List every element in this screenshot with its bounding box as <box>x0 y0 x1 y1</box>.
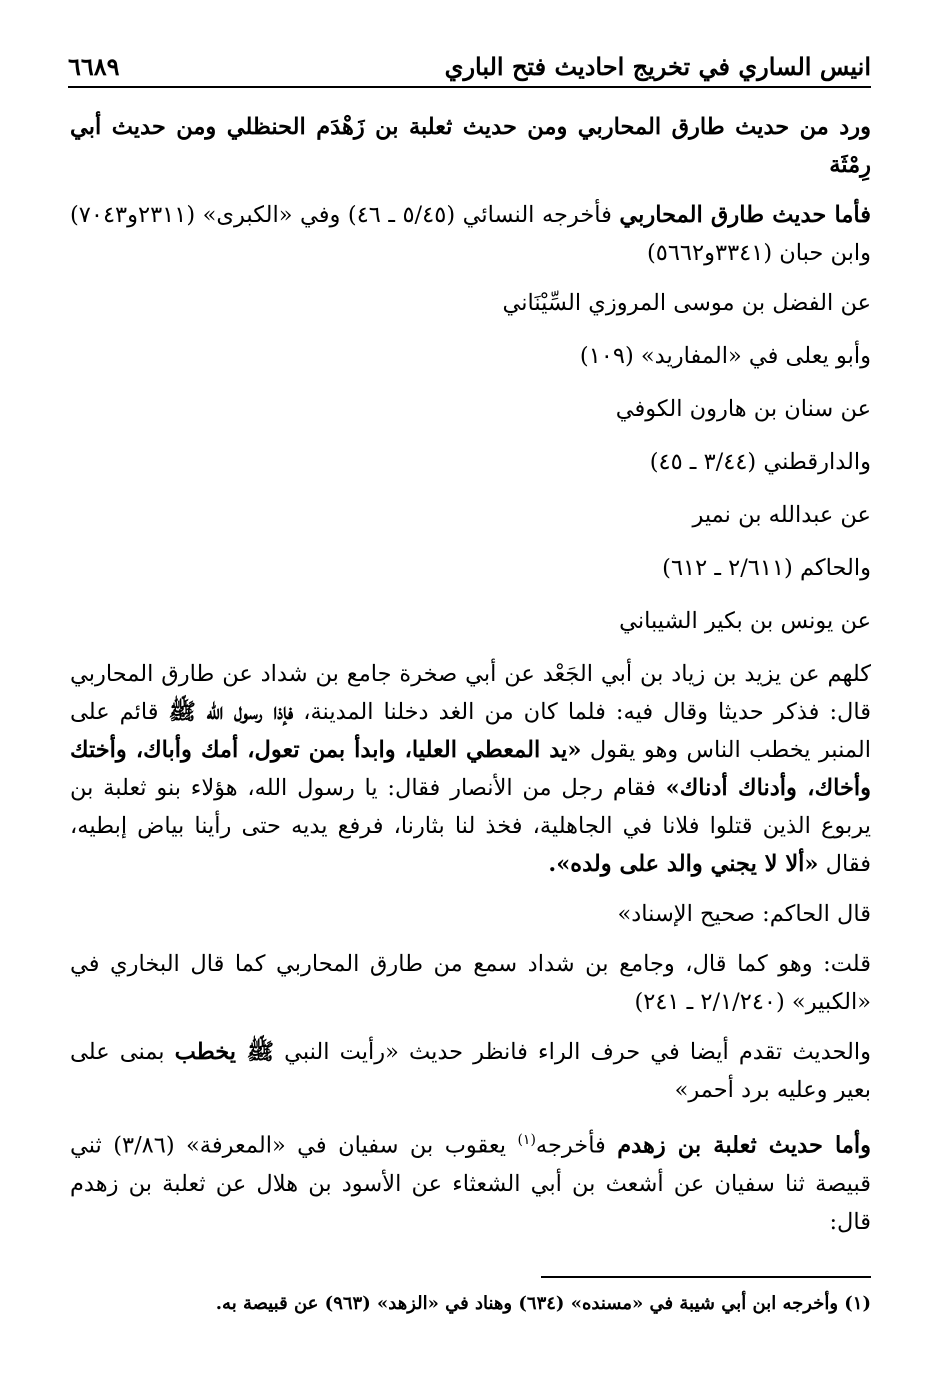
hadith-text-e: فقام رجل من الأنصار فقال: يا رسول الله، هؤلاء بنو ثعلبة بن يربوع الذين قتلوا فلانا في الجاهلية، فخذ لنا بثارنا، فرفع يديه حتى رأينا بياض إبطيه، فقال <box>70 775 871 877</box>
book-title: انيس الساري في تخريج احاديث فتح الباري <box>444 51 871 81</box>
author-comment: قلت: وهو كما قال، وجامع بن شداد سمع من طارق المحاربي كما قال البخاري في «الكبير» (٢/١/٢٤٠ ـ ٢٤١) <box>70 951 871 1015</box>
thaalaba-text: فأخرجه <box>535 1132 618 1159</box>
chain-line: عن سنان بن هارون الكوفي <box>615 396 871 422</box>
hadith-text-paragraph <box>70 655 871 883</box>
cross-reference-b: ﷺ يخطب <box>174 1039 274 1065</box>
hakim-grading: قال الحاكم: صحيح الإسناد» <box>617 901 871 927</box>
tariq-heading: فأما حديث طارق المحاربي <box>619 202 871 228</box>
hadith-quote: «يد المعطي العليا، وابدأ بمن تعول، أمك وأباك، وأختك وأخاك، وأدناك أدناك» <box>70 737 871 801</box>
chain-line: عن الفضل بن موسى المروزي السِّيْنَاني <box>502 290 871 316</box>
footnote: (١) وأخرجه ابن أبي شيبة في «مسنده» (٦٣٤) وهناد في «الزهد» (٩٦٣) عن قبيصة به. <box>215 1293 871 1314</box>
page-number: ٦٦٨٩ <box>68 51 120 81</box>
chain-line: والحاكم (٢/٦١١ ـ ٦١٢) <box>662 555 871 581</box>
thaalaba-heading: وأما حديث ثعلبة بن زهدم <box>617 1132 871 1159</box>
chain-line: عن يونس بن بكير الشيباني <box>619 608 871 634</box>
main-text <box>70 108 871 1253</box>
tariq-sources: فأخرجه النسائي (٥/٤٥ ـ ٤٦) وفي «الكبرى» (٢٣١١و٧٠٤٣) وابن حبان (٣٣٤١و٥٦٦٢) <box>70 202 871 266</box>
cross-reference <box>70 1033 871 1109</box>
hadith-closing-quote: «ألا لا يجني والد على ولده». <box>548 851 819 877</box>
chain-line: والدارقطني (٣/٤٤ ـ ٤٥) <box>649 449 871 475</box>
footnote-divider <box>541 1276 871 1278</box>
thaalaba-hadith-paragraph <box>70 1121 871 1241</box>
intro-paragraph: ورد من حديث طارق المحاربي ومن حديث ثعلبة بن زَهْدَم الحنظلي ومن حديث أبي رِمْثَة <box>70 114 871 178</box>
thaalaba-tail: يعقوب بن سفيان في «المعرفة» (٣/٨٦) ثني قبيصة ثنا سفيان عن أشعث بن أبي الشعثاء عن الأسود بن هلال عن ثعلبة بن زهدم قال: <box>70 1132 871 1235</box>
chain-line: عن عبدالله بن نمير <box>692 502 871 528</box>
tariq-hadith-paragraph <box>70 196 871 272</box>
footnote-marker: (١) <box>517 1132 536 1148</box>
hadith-text-b: فإذا رسول الله ﷺ <box>168 699 294 725</box>
chain-line: وأبو يعلى في «المفاريد» (١٠٩) <box>579 343 871 369</box>
cross-reference-a: والحديث تقدم أيضا في حرف الراء فانظر حديث «رأيت النبي <box>273 1039 871 1065</box>
hadith-text-a: كلهم عن يزيد بن زياد بن أبي الجَعْد عن أبي صخرة جامع بن شداد عن طارق المحاربي قال: فذكر حديثا وقال فيه: فلما كان من الغد دخلنا المدينة، <box>70 661 872 725</box>
running-header <box>68 46 871 88</box>
hadith-text-c: قائم على المنبر يخطب الناس وهو يقول <box>70 699 871 763</box>
cross-reference-c: بمنى على بعير وعليه برد أحمر» <box>70 1039 871 1103</box>
